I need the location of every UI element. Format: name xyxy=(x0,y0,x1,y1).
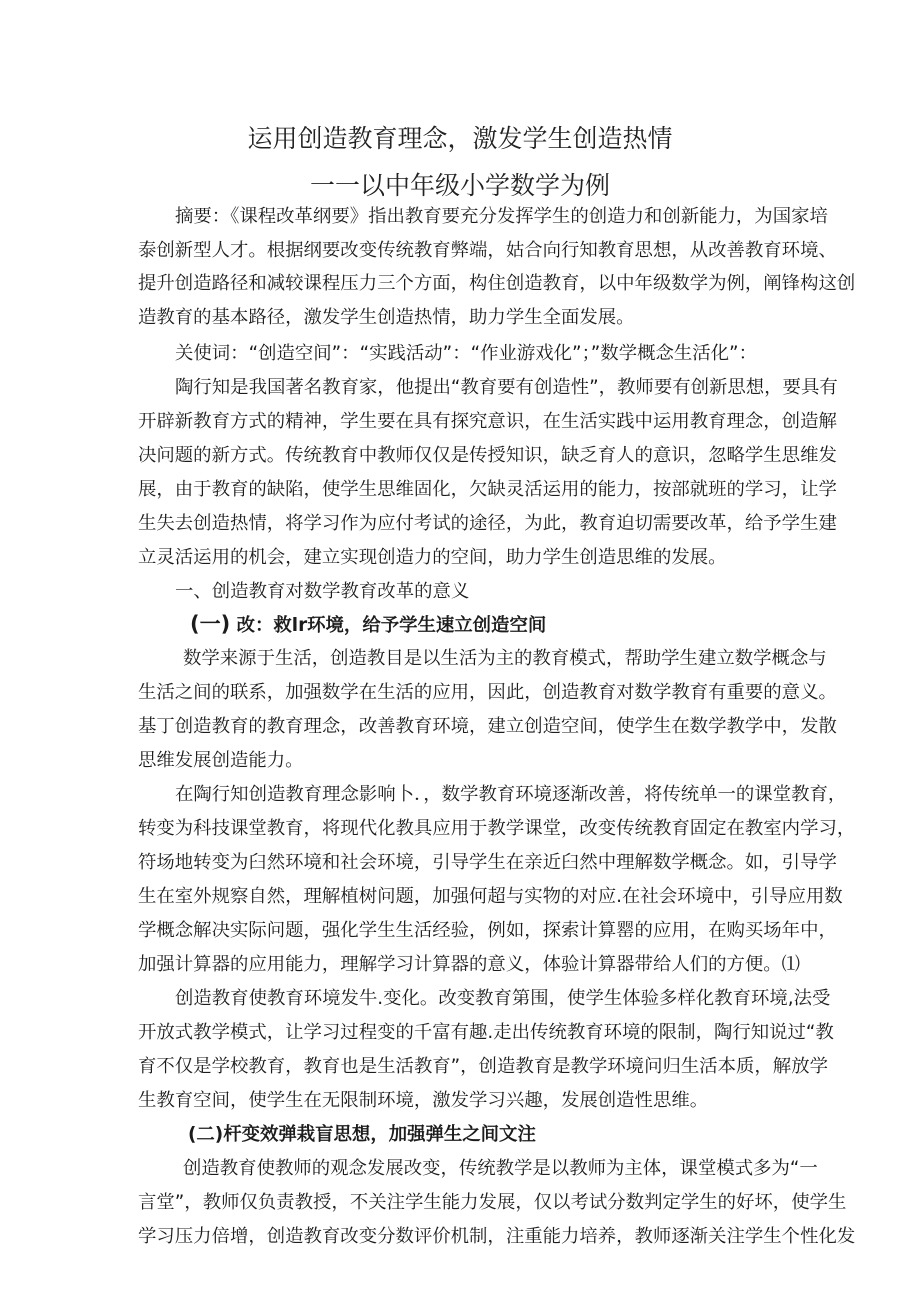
intro-line: 生失去创造热情，将学习作为应付考试的途径，为此，教育迫切需要改革，给予学生建 xyxy=(138,513,837,534)
page-title: 运用创造教育理念，激发学生创造热情 xyxy=(247,124,673,153)
paragraph-line: 符场地转变为臼然环境和社会环境，引导学生在亲近臼然中理解数学概念。如，引导学 xyxy=(138,852,837,873)
subsection-title: 改：救lr环境，给予学生速立创造空间 xyxy=(236,615,547,636)
abstract-line: 造教育的基本路径，激发学生创造热情，助力学生全面发展。 xyxy=(138,307,635,328)
intro-line: 开辟新教育方式的精神，学生要在具有探究意识，在生活实践中运用教育理念，创造解 xyxy=(138,411,837,432)
subsection-heading: (二)杆变效弹栽盲思想，加强弹生之间文注 xyxy=(188,1124,536,1145)
intro-line: 陶行知是我国著名教育家，他提出“教育要有创造性”，教师要有创新思想，要具有 xyxy=(175,377,838,398)
paragraph-line: 育不仅是学校教育，教育也是生活教育”，创造教育是教学环境问归生活本质，解放学 xyxy=(138,1056,828,1077)
paragraph-line: 学习压力倍增，创造教育改变分数评价机制，注重能力培养，教师逐渐关注学生个性化发 xyxy=(138,1226,856,1247)
intro-line: 决问题的新方式。传统教育中教师仅仅是传授知识，缺乏育人的意识，忽略学生思维发 xyxy=(138,445,837,466)
keywords-line: 关使词：“创造空间”：“实践活动”：“作业游戏化”；”数学概念生活化”： xyxy=(175,343,757,364)
intro-line: 展，由于教育的缺陷，使学生思维固化，欠缺灵活运用的能力，按部就班的学习，让学 xyxy=(138,479,837,500)
page-subtitle: 一一以中年级小学数学为例 xyxy=(309,171,610,200)
paragraph-line: 学概念解决实际问题，强化学生生活经验，例如，探索计算罂的应用，在购买场年中， xyxy=(138,920,837,941)
paragraph-line: 生在室外规察自然，理解植树问题，加强何超与实物的对应.在社会环境中，引导应用数 xyxy=(138,886,843,907)
abstract-line: 提升创造路径和减较课程压力三个方面，构住创造教育，以中年级数学为例，阐锋构这创 xyxy=(138,273,856,294)
subsection-number: (一) xyxy=(190,612,231,636)
paragraph-line: 思维发展创造能力。 xyxy=(138,750,304,771)
paragraph-line: 创造教育使教师的观念发展改变，传统教学是以教师为主体，课堂模式多为“一 xyxy=(183,1158,818,1179)
intro-line: 立灵活运用的机会，建立实现创造力的空间，助力学生创造思维的发展。 xyxy=(138,547,727,568)
paragraph-line: 言堂”，教师仅负责教授，不关注学生能力发展，仅以考试分数判定学生的好坏，使学生 xyxy=(138,1192,847,1213)
section-heading: 一、创造教育对数学教育改革的意义 xyxy=(175,581,470,602)
paragraph-line: 开放式教学模式，让学习过程变的千富有趣.走出传统教育环境的限制，陶行知说过“教 xyxy=(138,1022,834,1043)
paragraph-line: 加强计算器的应用能力，理解学习计算器的意义，体验计算器带给人们的方便。⑴ xyxy=(138,954,801,975)
paragraph-line: 生教育空间，使学生在无限制环境，激发学习兴趣，发展创造性思维。 xyxy=(138,1090,709,1111)
paragraph-line: 基丁创造教育的教育理念，改善教育环境，建立创造空间，使学生在数学教学中，发散 xyxy=(138,716,837,737)
paragraph-line: 在陶行知创造教育理念影响卜．，数学教育环境逐渐改善，将传统单一的课堂教育， xyxy=(175,784,847,805)
abstract-line: 泰创新型人才。根据纲要改变传统教育弊端，姑合向行知教育思想，从改善教育环境、 xyxy=(138,240,837,261)
abstract-line: 摘要：《课程改革纲要》指出教育要充分发挥学生的创造力和创新能力，为国家培 xyxy=(175,206,828,227)
subsection-heading xyxy=(190,612,546,638)
paragraph-line: 创造教育使教育环境发牛.变化。改变教育第围，使学生体验多样化教育环境,法受 xyxy=(175,988,831,1009)
paragraph-line: 转变为科技课堂教育，将现代化教具应用于教学课堂，改变传统教育固定在教室内学习， xyxy=(138,818,856,839)
paragraph-line: 生活之间的联系，加强数学在生活的应用，因此，创造教育对数学教育有重要的意义。 xyxy=(138,682,837,703)
paragraph-line: 数学来源于生活，创造教目是以生活为主的教育模式，帮助学生建立数学概念与 xyxy=(183,648,827,669)
